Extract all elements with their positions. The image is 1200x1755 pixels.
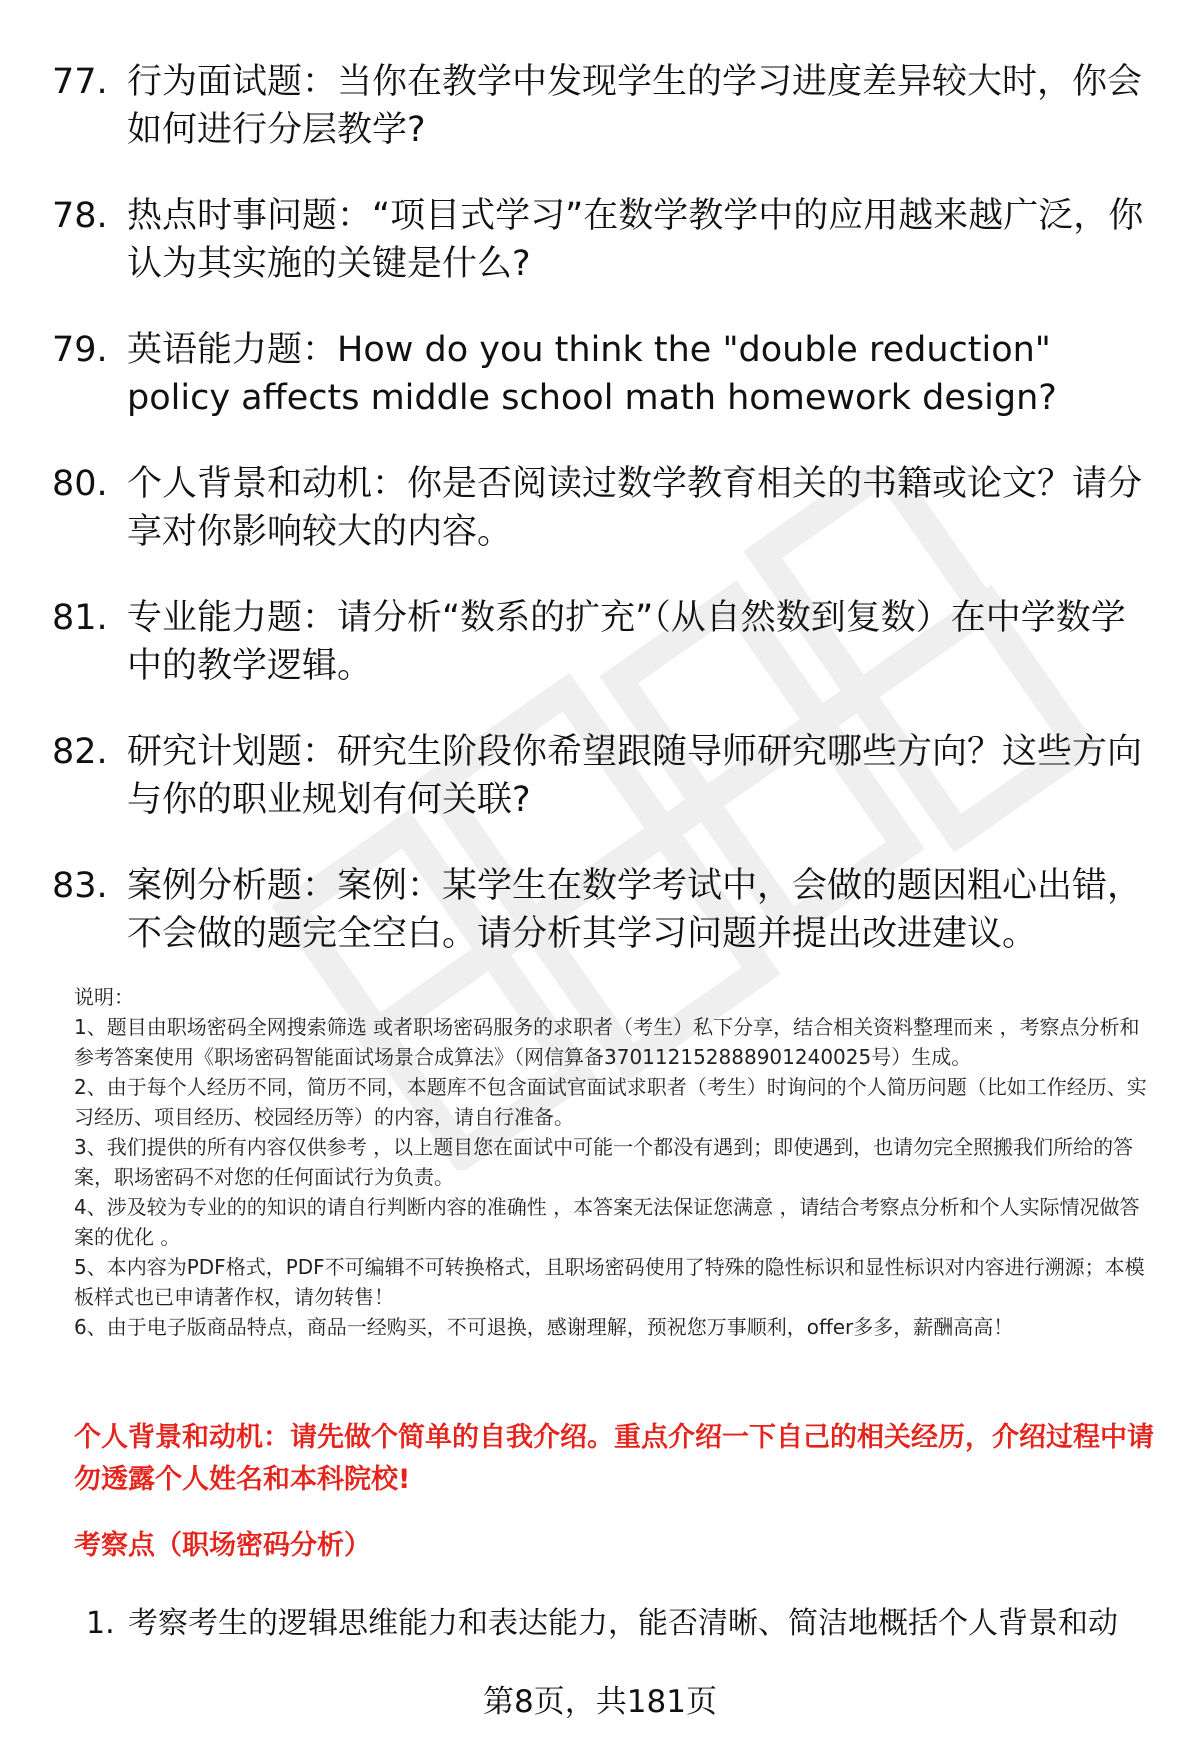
question-item [52, 594, 1157, 690]
question-number: 78. [52, 196, 108, 236]
question-text: 研究计划题：研究生阶段你希望跟随导师研究哪些方向？这些方向与你的职业规划有何关联? [127, 732, 1143, 820]
notes-block [74, 982, 1159, 1342]
section-subtitle: 考察点（职场密码分析） [74, 1530, 371, 1561]
question-text: 热点时事问题：“项目式学习”在数学教学中的应用越来越广泛，你认为其实施的关键是什么? [127, 196, 1144, 284]
question-list [52, 58, 1157, 996]
question-item [52, 862, 1157, 958]
question-item [52, 192, 1157, 288]
note-item: 5、本内容为PDF格式，PDF不可编辑不可转换格式，且职场密码使用了特殊的隐性标识和显性标识对内容进行溯源；本模板样式也已申请著作权，请勿转售！ [74, 1255, 1145, 1309]
question-text: 专业能力题：请分析“数系的扩充”（从自然数到复数）在中学数学中的教学逻辑。 [127, 598, 1126, 686]
note-item: 4、涉及较为专业的的知识的请自行判断内容的准确性 ，本答案无法保证您满意 ，请结合考察点分析和个人实际情况做答案的优化 。 [74, 1195, 1140, 1249]
question-item [52, 728, 1157, 824]
question-text: 个人背景和动机：你是否阅读过数学教育相关的书籍或论文？请分享对你影响较大的内容。 [127, 464, 1143, 552]
analysis-point-text: 考察考生的逻辑思维能力和表达能力，能否清晰、简洁地概括个人背景和动 [128, 1606, 1118, 1641]
note-item: 3、我们提供的所有内容仅供参考 ，以上题目您在面试中可能一个都没有遇到；即使遇到，也请勿完全照搬我们所给的答案，职场密码不对您的任何面试行为负责。 [74, 1135, 1134, 1189]
note-item: 2、由于每个人经历不同，简历不同，本题库不包含面试官面试求职者（考生）时询问的个人简历问题（比如工作经历、实习经历、项目经历、校园经历等）的内容，请自行准备。 [74, 1075, 1147, 1129]
question-number: 81. [52, 598, 108, 638]
section-question-title: 个人背景和动机：请先做个简单的自我介绍。重点介绍一下自己的相关经历，介绍过程中请勿透露个人姓名和本科院校! [74, 1422, 1154, 1495]
question-number: 80. [52, 464, 108, 504]
question-text: 案例分析题：案例：某学生在数学考试中，会做的题因粗心出错，不会做的题完全空白。请分析其学习问题并提出改进建议。 [127, 866, 1143, 954]
analysis-point [86, 1602, 1166, 1646]
notes-title: 说明： [74, 985, 134, 1009]
page-footer: 第8页，共181页 [483, 1684, 717, 1720]
question-number: 77. [52, 62, 108, 102]
question-item [52, 58, 1157, 154]
analysis-point-number: 1. [86, 1606, 115, 1641]
question-number: 83. [52, 866, 108, 906]
question-item [52, 460, 1157, 556]
question-number: 79. [52, 330, 108, 370]
note-item: 1、题目由职场密码全网搜索筛选 或者职场密码服务的求职者（考生）私下分享，结合相关资料整理而来 ，考察点分析和参考答案使用《职场密码智能面试场景合成算法》（网信算备370112152888901240025号）生成。 [74, 1015, 1140, 1069]
question-item [52, 326, 1157, 422]
question-number: 82. [52, 732, 108, 772]
note-item: 6、由于电子版商品特点，商品一经购买，不可退换，感谢理解，预祝您万事顺利，offer多多，薪酬高高！ [74, 1315, 1014, 1339]
question-text: 行为面试题：当你在教学中发现学生的学习进度差异较大时，你会如何进行分层教学? [127, 62, 1143, 150]
question-text: 英语能力题：How do you think the "double reduction" policy affects middle school math homework design? [127, 330, 1057, 418]
